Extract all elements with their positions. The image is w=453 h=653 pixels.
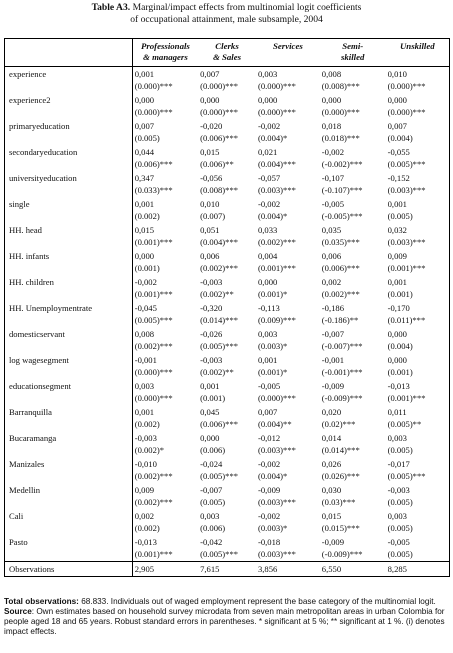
se-cell: (0.005)*** [200,549,239,559]
table-row-se [5,496,450,509]
table-row-coef [5,275,450,288]
se-cell: (0.003)*** [257,185,296,195]
caption-title-line1: Marginal/impact effects from multinomial logit coefficients [132,2,362,13]
se-cell: (0.000)*** [321,107,360,117]
coef-cell: 0,008 [132,327,198,340]
table-row-se [5,548,450,562]
se-cell: (0.001)* [257,367,288,377]
blank-cell [5,132,133,145]
coef-cell: -0,107 [321,173,344,183]
coef-cell: 0,003 [200,511,220,521]
se-cell: (0.000)*** [200,107,239,117]
header-clerks: Clerks & Sales [198,39,256,67]
coef-cell: 0,020 [321,407,342,417]
se-cell: (0.001) [386,288,450,301]
se-cell: (0.002)*** [132,470,198,483]
coef-cell: 0,032 [386,223,450,236]
blank-cell [5,444,133,457]
coef-cell: -0,003 [200,277,223,287]
se-cell: (0.018)*** [321,133,360,143]
coef-cell: -0,003 [132,431,198,444]
coef-cell: 0,021 [257,147,278,157]
coef-cell: 0,015 [321,511,342,521]
se-cell: (0.033)*** [132,184,198,197]
coef-cell: 0,000 [200,95,220,105]
table-row-se [5,262,450,275]
se-cell: (0.000)*** [257,81,296,91]
variable-name: educationsegment [5,379,133,392]
table-row-se [5,444,450,457]
se-cell: (0.009)*** [257,315,296,325]
blank-cell [5,262,133,275]
table-row-coef [5,197,450,210]
table-row-se [5,392,450,405]
se-cell: (0.001) [132,262,198,275]
se-cell: (0.005)*** [386,158,450,171]
coef-cell: 0,008 [321,69,342,79]
coef-cell: 0,001 [200,381,220,391]
se-cell: (0.006) [200,523,226,533]
table-body [5,67,450,577]
se-cell: (0.003)*** [257,445,296,455]
coef-cell: 0,011 [386,405,450,418]
variable-name: HH. head [5,223,133,236]
coef-cell: -0,009 [321,537,344,547]
se-cell: (0.003)*** [386,184,450,197]
coef-cell: -0,018 [257,537,281,547]
note-source: Source: Own estimates based on household survey microdata from seven main metropolitan areas in urban Colombia for people aged 18 and 65 years. Robust standard errors in parentheses. * significant at 5 %; ** significant at 1 %. (i) denotes impact effects. [4,607,445,636]
coef-cell: 0,009 [386,249,450,262]
se-cell: (0.005) [386,496,450,509]
coef-cell: 0,001 [257,355,278,365]
coef-cell: 0,000 [200,433,220,443]
se-cell: (0.000)*** [132,106,198,119]
table-row-se [5,132,450,145]
coef-cell: 0,000 [386,353,450,366]
se-cell: (0.014)*** [321,445,360,455]
blank-cell [5,470,133,483]
observations-label: Observations [5,562,133,577]
coef-cell: 0,014 [321,433,342,443]
se-cell: (0.001) [200,393,226,403]
variable-name: log wagesegment [5,353,133,366]
coef-cell: 0,003 [257,69,278,79]
table-row-se [5,210,450,223]
coef-cell: -0,002 [257,511,281,521]
blank-cell [5,496,133,509]
variable-name: Bucaramanga [5,431,133,444]
table-row-coef [5,405,450,418]
table-row-coef [5,223,450,236]
se-cell: (0.002) [132,210,198,223]
se-cell: (0.001)* [257,289,288,299]
se-cell: (0.003)* [257,523,288,533]
se-cell: (0.006) [200,445,226,455]
se-cell: (-0.107)*** [321,185,363,195]
coef-cell: -0,002 [321,147,344,157]
coef-cell: 0,006 [200,251,220,261]
se-cell: (0.001)*** [132,288,198,301]
table-row-se [5,522,450,535]
se-cell: (0.004)* [257,471,288,481]
se-cell: (0.002)*** [200,263,239,273]
coef-cell: 0,347 [132,171,198,184]
table-row-se [5,340,450,353]
coef-cell: -0,026 [200,329,223,339]
blank-cell [5,392,133,405]
coef-cell: 0,030 [321,485,342,495]
se-cell: (0.004) [386,340,450,353]
coef-cell: -0,057 [257,173,281,183]
table-row-coef [5,67,450,81]
se-cell: (0.006)*** [132,158,198,171]
variable-name: experience [5,67,133,81]
se-cell: (-0.009)*** [321,549,363,559]
se-cell: (0.014)*** [200,315,239,325]
se-cell: (0.02)*** [321,419,356,429]
se-cell: (0.001)*** [132,236,198,249]
caption-line1 [0,2,453,14]
caption-label: Table A3. [91,2,131,13]
se-cell: (0.035)*** [321,237,360,247]
variable-name: Manizales [5,457,133,470]
se-cell: (-0.005)*** [321,211,363,221]
coef-cell: -0,002 [132,275,198,288]
coef-cell: 0,001 [132,197,198,210]
coef-cell: -0,010 [132,457,198,470]
table-row-coef [5,509,450,522]
table-row-se [5,288,450,301]
coef-cell: 0,004 [257,251,278,261]
observations-row [5,562,450,577]
coef-cell: 0,003 [132,379,198,392]
table-row-coef [5,431,450,444]
coef-cell: 0,002 [321,277,342,287]
table-row-coef [5,353,450,366]
se-cell: (0.006)*** [200,419,239,429]
coef-cell: -0,170 [386,301,450,314]
se-cell: (0.001) [386,366,450,379]
coef-cell: -0,003 [200,355,223,365]
variable-name: secondaryeducation [5,145,133,158]
se-cell: (0.002)** [200,289,234,299]
variable-name: Cali [5,509,133,522]
se-cell: (0.008)*** [321,81,360,91]
se-cell: (-0.002)*** [321,159,363,169]
variable-name: HH. children [5,275,133,288]
se-cell: (-0.186)** [321,315,359,325]
coef-cell: 0,007 [132,119,198,132]
se-cell: (0.004) [386,132,450,145]
se-cell: (0.003)*** [257,497,296,507]
se-cell: (0.005)** [386,418,450,431]
se-cell: (0.005)*** [200,341,239,351]
coef-cell: 0,000 [386,327,450,340]
coef-cell: -0,186 [321,303,344,313]
coef-cell: 0,007 [386,119,450,132]
coef-cell: 0,051 [200,225,220,235]
coef-cell: -0,002 [257,199,281,209]
se-cell: (0.002)*** [132,340,198,353]
coef-cell: -0,007 [321,329,344,339]
header-variable [5,39,133,67]
se-cell: (0.002)*** [321,289,360,299]
table-row-coef [5,483,450,496]
coef-cell: 0,010 [200,199,220,209]
header-row [5,39,450,67]
blank-cell [5,288,133,301]
se-cell: (0.015)*** [321,523,360,533]
table-row-coef [5,457,450,470]
coef-cell: 0,015 [200,147,220,157]
coef-cell: -0,002 [257,459,281,469]
se-cell: (0.005) [386,210,450,223]
se-cell: (0.003)* [257,341,288,351]
se-cell: (0.000)*** [257,107,296,117]
coef-cell: -0,001 [132,353,198,366]
observations-cell: 8,285 [386,562,450,577]
coef-cell: 0,006 [321,251,342,261]
table-row-se [5,366,450,379]
se-cell: (0.004)*** [257,159,296,169]
observations-cell: 3,856 [256,562,320,577]
coef-cell: -0,007 [200,485,223,495]
coef-cell: -0,001 [321,355,344,365]
variable-name: Barranquilla [5,405,133,418]
coef-cell: -0,045 [132,301,198,314]
table-row-se [5,106,450,119]
se-cell: (0.008)*** [200,185,239,195]
se-cell: (0.004)* [257,211,288,221]
observations-cell: 7,615 [198,562,256,577]
se-cell: (0.007) [200,211,226,221]
table-row-coef [5,535,450,548]
table-notes [4,597,450,637]
se-cell: (-0.007)*** [321,341,363,351]
blank-cell [5,106,133,119]
coef-cell: 0,000 [257,277,278,287]
se-cell: (0.000)*** [132,366,198,379]
se-cell: (0.026)*** [321,471,360,481]
caption-title-line2: of occupational attainment, male subsample, 2004 [130,14,323,25]
blank-cell [5,418,133,431]
coef-cell: 0,003 [386,509,450,522]
table-row-coef [5,93,450,106]
variable-name: domesticservant [5,327,133,340]
coef-cell: 0,044 [132,145,198,158]
coef-cell: -0,024 [200,459,223,469]
coef-cell: 0,001 [386,275,450,288]
se-cell: (0.002)*** [132,496,198,509]
coef-cell: 0,001 [132,405,198,418]
se-cell: (0.000)*** [200,81,239,91]
variable-name: HH. Unemploymentrate [5,301,133,314]
se-cell: (0.004)* [257,133,288,143]
coef-cell: -0,042 [200,537,223,547]
coef-cell: -0,002 [257,121,281,131]
coef-cell: -0,055 [386,145,450,158]
se-cell: (0.005) [200,497,226,507]
variable-name: universityeducation [5,171,133,184]
blank-cell [5,548,133,562]
se-cell: (0.006)*** [321,263,360,273]
header-services: Services [256,39,320,67]
table-row-coef [5,249,450,262]
variable-name: Pasto [5,535,133,548]
se-cell: (0.001)*** [132,548,198,562]
header-unskilled: Unskilled [386,39,450,67]
blank-cell [5,80,133,93]
se-cell: (0.001)*** [386,262,450,275]
table-row-se [5,418,450,431]
table-row-coef [5,327,450,340]
variable-name: experience2 [5,93,133,106]
coef-cell: 0,010 [386,67,450,81]
coef-cell: -0,009 [321,381,344,391]
coef-cell: 0,001 [386,197,450,210]
blank-cell [5,210,133,223]
coef-cell: 0,000 [386,93,450,106]
observations-cell: 6,550 [320,562,386,577]
se-cell: (0.000)*** [257,393,296,403]
se-cell: (0.006)*** [200,133,239,143]
blank-cell [5,184,133,197]
se-cell: (0.002)* [132,444,198,457]
coef-cell: 0,000 [321,95,342,105]
table-row-se [5,158,450,171]
coef-cell: 0,000 [257,95,278,105]
variable-name: HH. infants [5,249,133,262]
table-caption [0,0,453,26]
coef-cell: 0,007 [257,407,278,417]
coef-cell: 0,045 [200,407,220,417]
variable-name: Medellin [5,483,133,496]
table-row-se [5,184,450,197]
blank-cell [5,366,133,379]
se-cell: (0.003)*** [386,236,450,249]
coef-cell: 0,026 [321,459,342,469]
se-cell: (-0.009)*** [321,393,363,403]
se-cell: (0.002)*** [257,237,296,247]
coef-cell: -0,003 [386,483,450,496]
se-cell: (0.000)*** [386,80,450,93]
se-cell: (0.005) [132,132,198,145]
table-row-se [5,470,450,483]
table-row-coef [5,171,450,184]
se-cell: (0.03)*** [321,497,356,507]
se-cell: (0.000)*** [132,80,198,93]
table-row-coef [5,119,450,132]
se-cell: (0.002) [132,522,198,535]
se-cell: (0.005)*** [132,314,198,327]
coef-cell: -0,113 [257,303,280,313]
coef-cell: 0,000 [132,249,198,262]
se-cell: (0.001)*** [386,392,450,405]
coef-cell: -0,009 [257,485,281,495]
se-cell: (0.000)*** [386,106,450,119]
se-cell: (0.005) [386,522,450,535]
coef-cell: -0,013 [132,535,198,548]
variable-name: primaryeducation [5,119,133,132]
coef-cell: 0,000 [132,93,198,106]
se-cell: (-0.001)*** [321,367,363,377]
se-cell: (0.005)*** [386,470,450,483]
header-semiskilled: Semi- skilled [320,39,386,67]
coef-cell: 0,035 [321,225,342,235]
se-cell: (0.005)*** [200,471,239,481]
table-row-coef [5,145,450,158]
blank-cell [5,158,133,171]
table-row-coef [5,379,450,392]
table-row-se [5,314,450,327]
coef-cell: 0,009 [132,483,198,496]
note-total: Total observations: 68.833. Individuals out of waged employment represent the base category of the multinomial logit. [4,597,436,606]
coef-cell: -0,005 [321,199,344,209]
blank-cell [5,314,133,327]
coef-cell: 0,015 [132,223,198,236]
table-row-se [5,236,450,249]
coef-cell: 0,001 [132,67,198,81]
results-table [4,38,450,577]
variable-name: single [5,197,133,210]
coef-cell: -0,013 [386,379,450,392]
se-cell: (0.003)*** [257,549,296,559]
se-cell: (0.005) [386,444,450,457]
coef-cell: 0,003 [257,329,278,339]
se-cell: (0.011)*** [386,314,450,327]
se-cell: (0.006)** [200,159,234,169]
coef-cell: -0,017 [386,457,450,470]
header-professionals: Professionals & managers [132,39,198,67]
blank-cell [5,522,133,535]
se-cell: (0.002) [132,418,198,431]
se-cell: (0.004)*** [200,237,239,247]
coef-cell: -0,020 [200,121,223,131]
coef-cell: -0,012 [257,433,281,443]
blank-cell [5,236,133,249]
table-row-se [5,80,450,93]
observations-cell: 2,905 [132,562,198,577]
coef-cell: 0,033 [257,225,278,235]
coef-cell: 0,003 [386,431,450,444]
coef-cell: -0,005 [386,535,450,548]
coef-cell: -0,056 [200,173,223,183]
table-row-coef [5,301,450,314]
se-cell: (0.005) [386,548,450,562]
coef-cell: -0,320 [200,303,223,313]
blank-cell [5,340,133,353]
se-cell: (0.000)*** [132,392,198,405]
coef-cell: -0,005 [257,381,281,391]
se-cell: (0.002)** [200,367,234,377]
coef-cell: 0,007 [200,69,220,79]
coef-cell: -0,152 [386,171,450,184]
se-cell: (0.001)*** [257,263,296,273]
coef-cell: 0,002 [132,509,198,522]
coef-cell: 0,018 [321,121,342,131]
se-cell: (0.004)** [257,419,292,429]
